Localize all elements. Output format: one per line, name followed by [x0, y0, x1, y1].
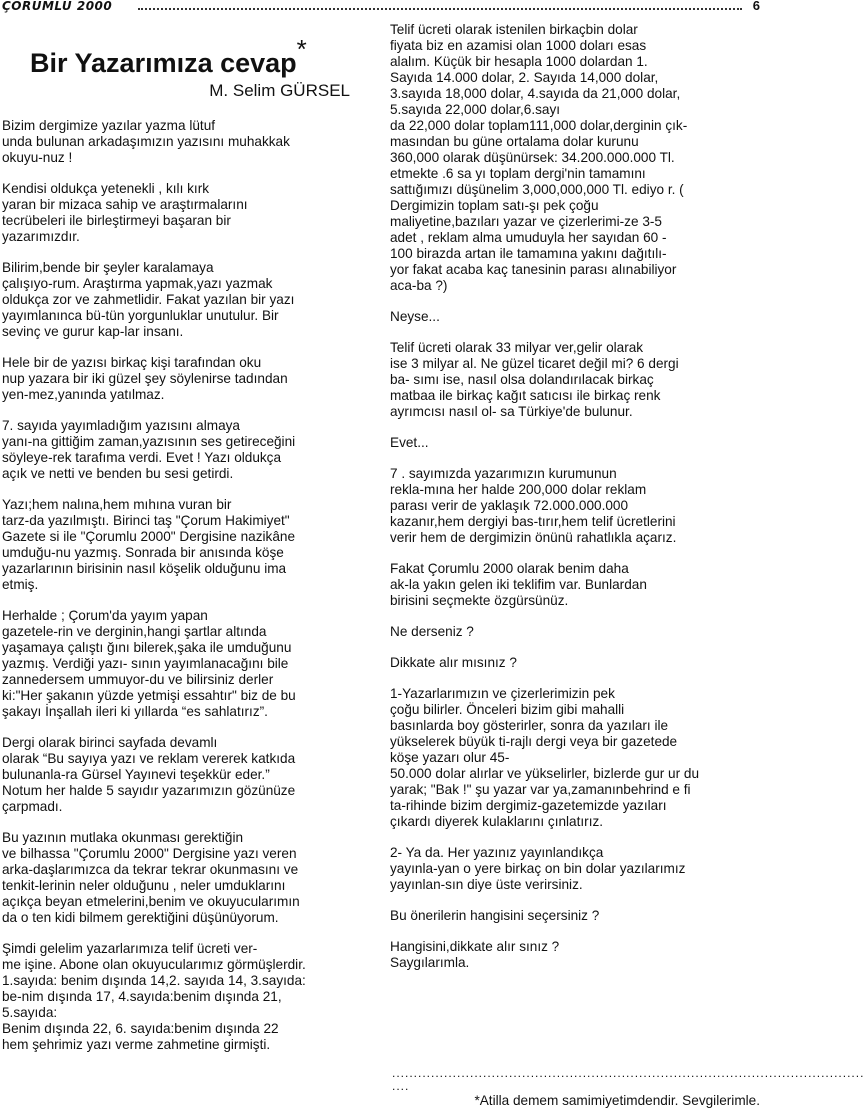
paragraph: Ne derseniz ?	[390, 624, 474, 639]
right-column	[390, 22, 762, 986]
paragraph: 7. sayıda yayımladığım yazısını almaya yanı-na gittiğim zaman,yazısının ses getireceğini söyleye-rek tarafıma verdi. Evet ! Yazı oldukça açık ve netti ve benden bu sesi getirdi.	[2, 418, 296, 481]
page-header	[0, 0, 764, 14]
paragraph: 7 . sayımızda yazarımızın kurumunun rekla-mına her halde 200,000 dolar reklam parası verir de yaklaşık 72.000.000.000 kazanır,hem dergiyi bas-tırır,hem telif ücretlerini verir hem de dergimizin önünü rahatlıkla açarız.	[390, 466, 677, 545]
footnote-divider-tail: ....	[392, 1079, 410, 1093]
footnote-divider: .............................................................................................................	[392, 1066, 864, 1080]
paragraph: Telif ücreti olarak 33 milyar ver,gelir olarak ise 3 milyar al. Ne güzel ticaret değil mi? 6 dergi ba- sımı ise, nasıl olsa dolandırılacak birkaç matbaa ile birkaç kağıt satıcısı ile birkaç renk ayrımcısı nasıl ol- sa Türkiye'de bulunur.	[390, 340, 679, 419]
magazine-brand: ÇORUMLU 2000	[2, 0, 113, 13]
footnote: *Atilla demem samimiyetimdendir. Sevgilerimle.	[474, 1093, 760, 1108]
left-column	[2, 22, 372, 1068]
paragraph: Bizim dergimize yazılar yazma lütuf unda bulunan arkadaşımızın yazısını muhakkak okuyu-nuz !	[2, 118, 290, 165]
paragraph: Hangisini,dikkate alır sınız ? Saygılarımla.	[390, 939, 560, 970]
paragraph: Bu yazının mutlaka okunması gerektiğin ve bilhassa "Çorumlu 2000" Dergisine yazı veren arka-daşlarımızca da tekrar tekrar okunmasını ve tenkit-lerinin neler olduğunu , neler umduklarını açıkça beyan etmelerini,benim ve okuyucularımın da o ten kidi bilmem gerektiğini düşünüyorum.	[2, 830, 300, 925]
paragraph: Kendisi oldukça yetenekli , kılı kırk yaran bir mizaca sahip ve araştırmalarını tecrübeleri ile birleştirmeyi başaran bir yazarımızdır.	[2, 181, 248, 244]
paragraph: Şimdi gelelim yazarlarımıza telif ücreti ver- me işine. Abone olan okuyucularımız görmüşlerdir. 1.sayıda: benim dışında 14,2. sayıda 14, 3.sayıda: be-nim dışında 17, 4.sayıda:benim dışında 21, 5.sayıda: Benim dışında 22, 6. sayıda:benim dışında 22 hem şehrimiz yazı verme zahmetine girmişti.	[2, 941, 306, 1052]
paragraph: 2- Ya da. Her yazınız yayınlandıkça yayınla-yan o yere birkaç on bin dolar yazılarımız yayınlan-sın diye üste verirsiniz.	[390, 845, 686, 892]
right-column-body	[390, 22, 762, 971]
header-dotted-rule	[138, 8, 742, 10]
paragraph: Bilirim,bende bir şeyler karalamaya çalışıyo-rum. Araştırma yapmak,yazı yazmak oldukça zor ve zahmetlidir. Fakat yazılan bir yazı yayımlanınca bü-tün yorgunluklar unutulur. Bir sevinç ve gurur kap-lar insanı.	[2, 260, 295, 339]
paragraph: Hele bir de yazısı birkaç kişi tarafından oku nup yazara bir iki güzel şey söylenirse tadından yen-mez,yanında yatılmaz.	[2, 355, 288, 402]
paragraph: Bu önerilerin hangisini seçersiniz ?	[390, 908, 600, 923]
paragraph: Herhalde ; Çorum'da yayım yapan gazetele-rin ve derginin,hangi şartlar altında yaşamaya çalıştı ğını bilerek,şaka ile umduğunu yazmış. Verdiği yazı- sının yayımlanacağını bile zannedersem ummuyor-du ve bilirsiniz derler ki:"Her şakanın yüzde yetmişi essahtır" biz de bu şakayı İnşallah ileri ki yıllarda “es sahlatırız”.	[2, 608, 296, 719]
paragraph: Neyse...	[390, 309, 440, 324]
paragraph: Telif ücreti olarak istenilen birkaçbin dolar fiyata biz en azamisi olan 1000 doları esas alalım. Küçük bir hesapla 1000 dolardan 1. Sayıda 14.000 dolar, 2. Sayıda 14,000 dolar, 3.sayıda 18,000 dolar, 4.sayıda da 21,000 dolar, 5.sayıda 22,000 dolar,6.sayı da 22,000 dolar toplam111,000 dolar,derginin çık- masından bu güne ortalama dolar kurunu 360,000 olarak düşünürsek: 34.200.000.000 Tl. etmekte .6 sa yı toplam dergi'nin tamamını sattığımızı düşünelim 3,000,000,000 Tl. ediyo r. ( Dergimizin toplam satı-şı pek çoğu maliyetine,bazıları yazar ve çizerlerimi-ze 3-5 adet , reklam alma umuduyla her sayıdan 60 - 100 birazda artan ile tamamına yakını dağıtılı- yor fakat acaba kaç tanesinin parası alınabiliyor aca-ba ?)	[390, 22, 688, 293]
left-column-body	[2, 118, 372, 1053]
title-footnote-mark: *	[296, 34, 307, 64]
paragraph: Dikkate alır mısınız ?	[390, 655, 517, 670]
paragraph: 1-Yazarlarımızın ve çizerlerimizin pek çoğu bilirler. Önceleri bizim gibi mahalli basınlarda boy gösterirler, sonra da yazıları ile yükselerek büyük ti-rajlı dergi veya bir gazetede köşe yazarı olur 45- 50.000 dolar alırlar ve yükselirler, bizlerde gur ur du yarak; "Bak !" şu yazar var ya,zamanınbehrind e fi ta-rihinde bizim dergimiz-gazetemizde yazıları çıkardı diyerek kulaklarını çınlatırız.	[390, 686, 700, 829]
page-number: 6	[752, 0, 760, 13]
article-title	[30, 34, 372, 78]
paragraph: Dergi olarak birinci sayfada devamlı olarak “Bu sayıya yazı ve reklam vererek katkıda bulunanla-ra Gürsel Yayınevi teşekkür eder.” Notum her halde 5 sayıdır yazarımızın gözünüze çarpmadı.	[2, 735, 296, 814]
paragraph: Yazı;hem nalına,hem mıhına vuran bir tarz-da yazılmıştı. Birinci taş "Çorum Hakimiyet" Gazete si ile "Çorumlu 2000" Dergisine nazikâne umduğu-nu yazmış. Sonrada bir anısında köşe yazarlarının birisinin nasıl köşelik olduğunu ima etmiş.	[2, 497, 296, 592]
paragraph: Evet...	[390, 435, 429, 450]
paragraph: Fakat Çorumlu 2000 olarak benim daha ak-la yakın gelen iki teklifim var. Bunlardan birisini seçmekte özgürsünüz.	[390, 561, 647, 608]
article-author: M. Selim GÜRSEL	[209, 81, 350, 100]
article-title-text: Bir Yazarımıza cevap	[30, 48, 297, 78]
